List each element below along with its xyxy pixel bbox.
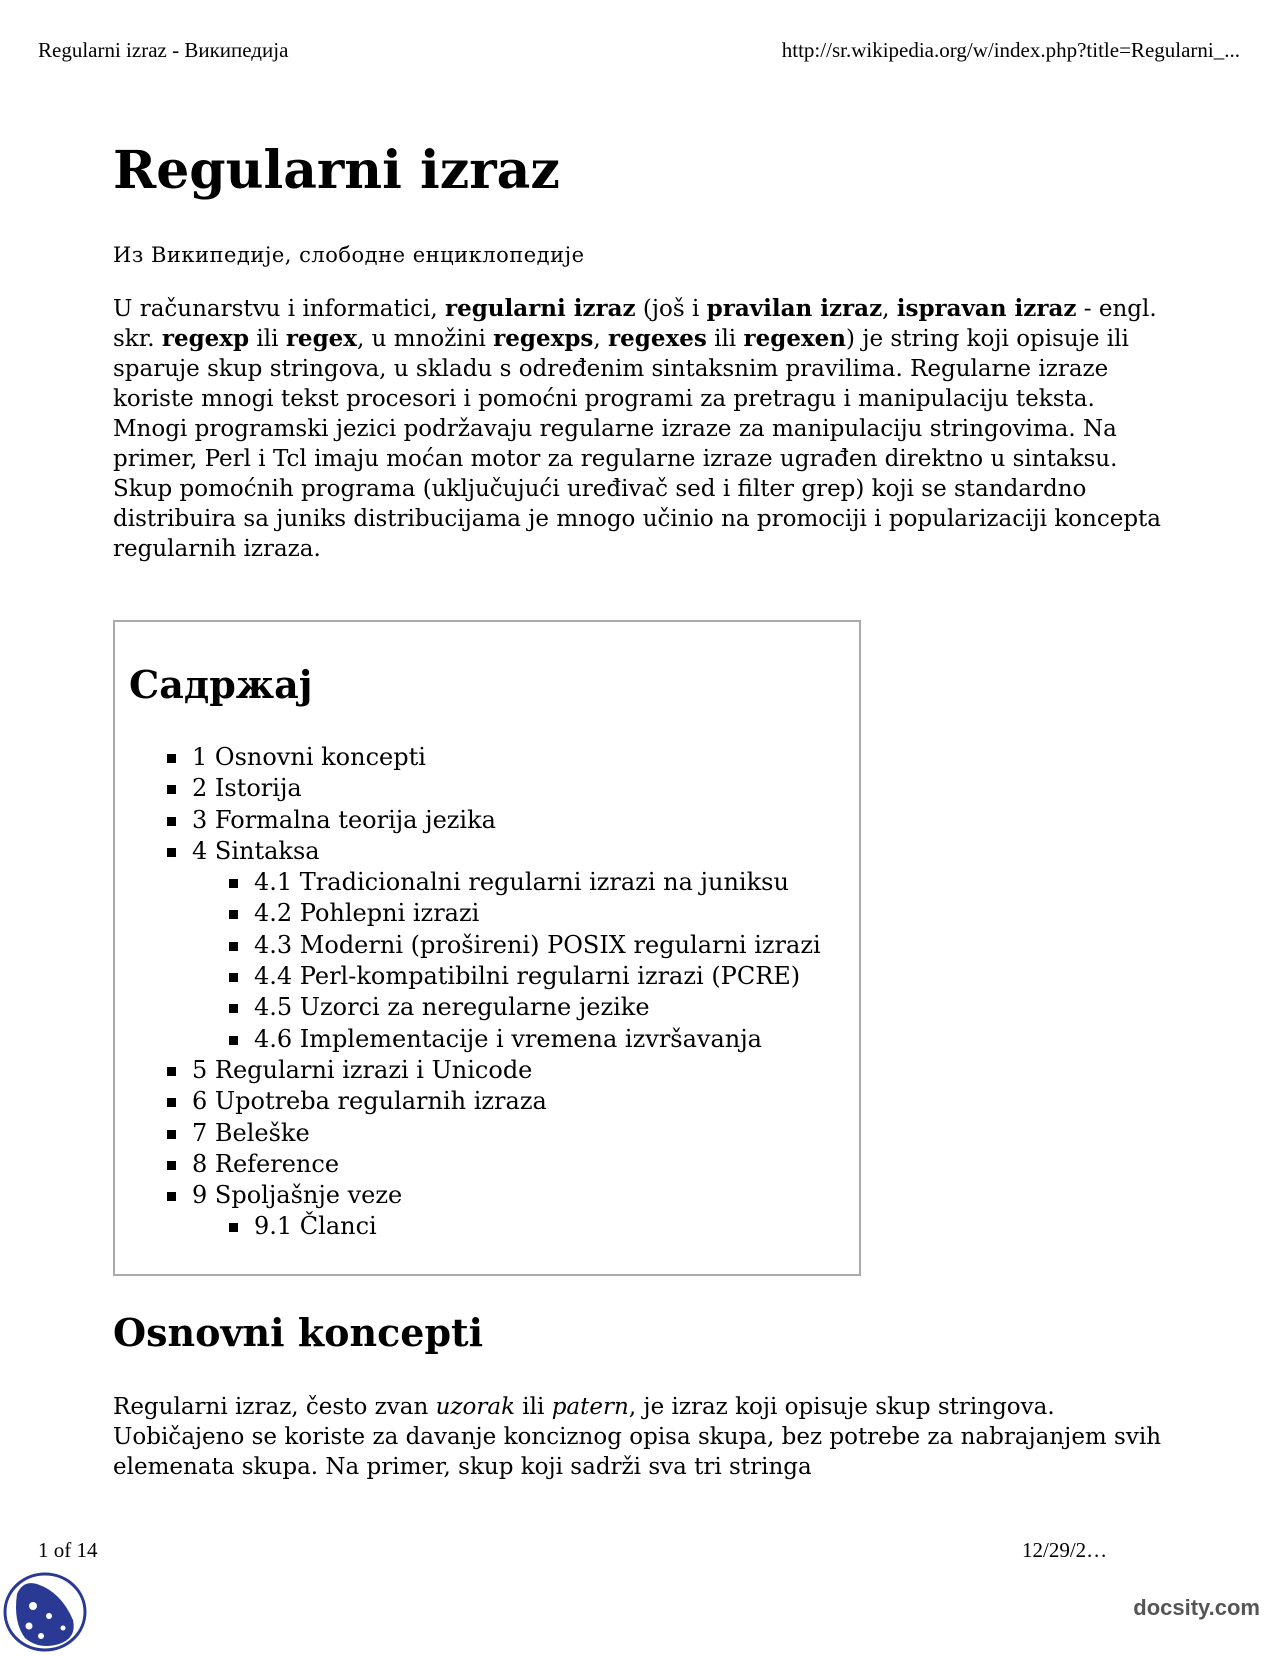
toc-item[interactable]: 4 Sintaksa xyxy=(167,836,821,867)
table-of-contents xyxy=(113,620,861,1276)
bold-term: pravilan izraz xyxy=(706,295,883,322)
docsity-brand: docsity.com xyxy=(1133,1595,1260,1620)
bold-term: regularni izraz xyxy=(444,295,636,322)
toc-item[interactable]: 4.3 Moderni (prošireni) POSIX regularni izrazi xyxy=(229,930,821,961)
toc-item[interactable]: 5 Regularni izrazi i Unicode xyxy=(167,1055,821,1086)
intro-paragraph xyxy=(113,294,1173,564)
toc-item[interactable]: 6 Upotreba regularnih izraza xyxy=(167,1086,821,1117)
page-header-url: http://sr.wikipedia.org/w/index.php?title=Regularni_... xyxy=(781,38,1240,62)
text-run: , xyxy=(593,326,609,352)
text-run: - engl. skr. xyxy=(113,296,1157,352)
text-run: Regularni izraz, često zvan xyxy=(113,1394,436,1420)
bold-term: regexps xyxy=(493,325,594,352)
toc-item[interactable]: 4.6 Implementacije i vremena izvršavanja xyxy=(229,1024,821,1055)
toc-item[interactable]: 4.5 Uzorci za neregularne jezike xyxy=(229,992,821,1023)
toc-item[interactable]: 4.2 Pohlepni izrazi xyxy=(229,898,821,929)
text-run: U računarstvu i informatici, xyxy=(113,296,445,322)
italic-term: patern xyxy=(551,1394,629,1420)
article-subtitle: Из Википедије, слободне енциклопедије xyxy=(113,243,585,267)
text-run: (još i xyxy=(635,296,707,322)
text-run: ili xyxy=(515,1394,552,1420)
toc-item[interactable]: 4.4 Perl-kompatibilni regularni izrazi (PCRE) xyxy=(229,961,821,992)
page-header-title: Regularni izraz - Википедија xyxy=(38,38,289,62)
article-title: Regularni izraz xyxy=(113,140,560,201)
toc-list xyxy=(167,742,821,1243)
text-run: , je izraz koji opisuje skup stringova. Uobičajeno se koriste za davanje konciznog opisa skupa, bez potrebe za nabrajanjem svih elemenata skupa. Na primer, skup koji sadrži sva tri stringa xyxy=(113,1394,1162,1480)
bold-term: regex xyxy=(285,325,357,352)
bold-term: regexp xyxy=(161,325,250,352)
bold-term: regexes xyxy=(608,325,707,352)
section-heading: Osnovni koncepti xyxy=(113,1310,484,1355)
toc-heading: Садржај xyxy=(129,662,313,707)
text-run: ili xyxy=(706,326,744,352)
print-date: 12/29/2… xyxy=(1022,1538,1108,1562)
page-number: 1 of 14 xyxy=(38,1538,98,1562)
toc-item[interactable]: 7 Beleške xyxy=(167,1118,821,1149)
toc-item[interactable]: 9.1 Članci xyxy=(229,1211,821,1242)
text-run: ) je string koji opisuje ili sparuje skup stringova, u skladu s određenim sintaksnim pravilima. Regularne izraze koriste mnogi tekst procesori i pomoćni programi za pretragu i manipulaciju teksta. Mnogi programski jezici podržavaju regularne izraze za manipulaciju stringovima. Na primer, Perl i Tcl imaju moćan motor za regularne izraze ugrađen direktno u sintaksu. Skup pomoćnih programa (uključujući uređivač sed i filter grep) koji se standardno distribuira sa juniks distribucijama je mnogo učinio na promociji i popularizaciji koncepta regularnih izraza. xyxy=(113,326,1162,562)
toc-item[interactable]: 4.1 Tradicionalni regularni izrazi na juniksu xyxy=(229,867,821,898)
bold-term: ispravan izraz xyxy=(896,295,1077,322)
bold-term: regexen xyxy=(743,325,847,352)
toc-item[interactable]: 3 Formalna teorija jezika xyxy=(167,805,821,836)
toc-item[interactable]: 9 Spoljašnje veze xyxy=(167,1180,821,1211)
text-run: ili xyxy=(249,326,286,352)
toc-item[interactable]: 2 Istorija xyxy=(167,773,821,804)
section-paragraph xyxy=(113,1392,1173,1482)
toc-item[interactable]: 1 Osnovni koncepti xyxy=(167,742,821,773)
text-run: , u množini xyxy=(357,326,494,352)
docsity-logo-icon xyxy=(3,1572,87,1652)
text-run: , xyxy=(882,296,897,322)
italic-term: uzorak xyxy=(435,1394,515,1420)
toc-item[interactable]: 8 Reference xyxy=(167,1149,821,1180)
